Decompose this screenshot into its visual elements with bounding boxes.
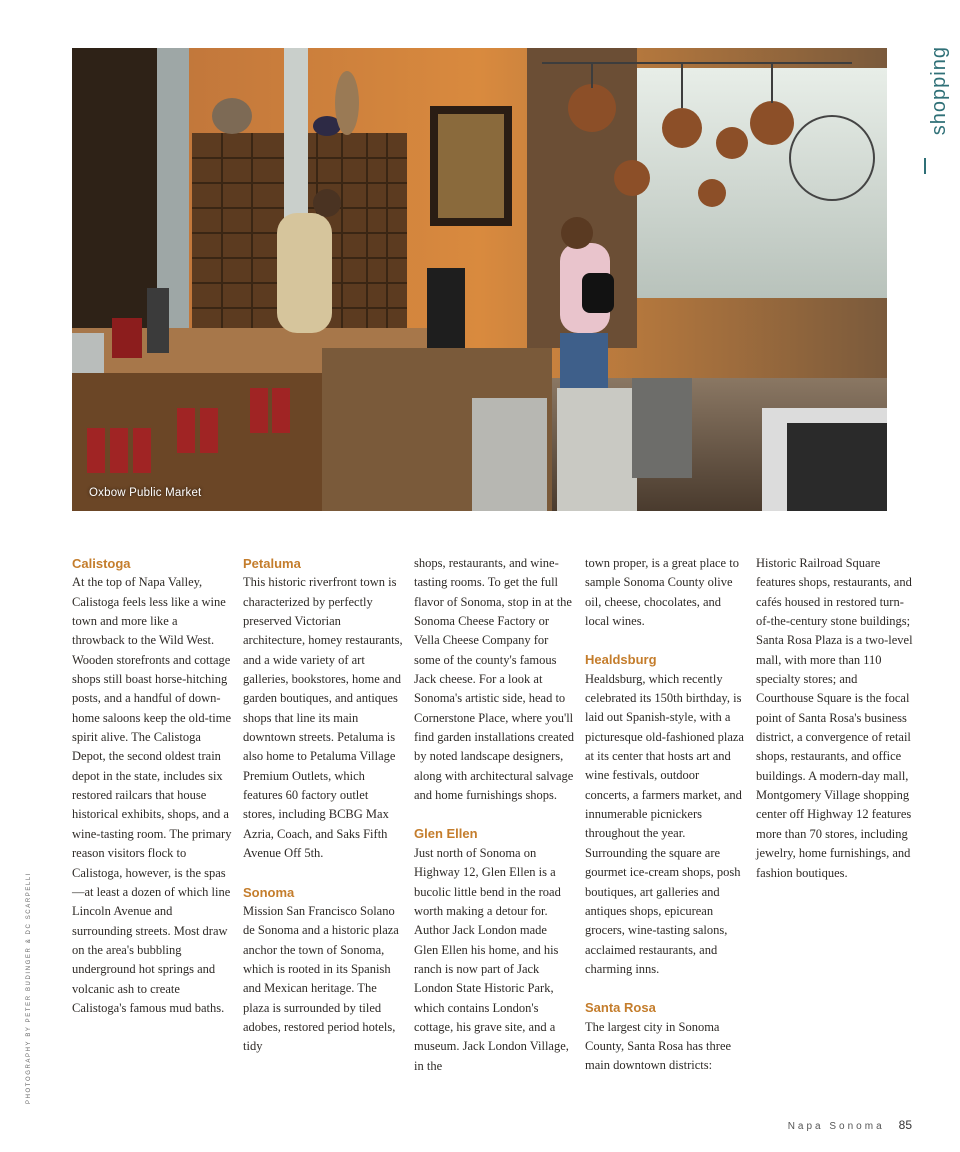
body-sonoma: Mission San Francisco Solano de Sonoma and a historic plaza anchor the town of Sonoma, which is rooted in its Spanish and Mexican heritage. The plaza is surrounded by tiled adobes, restored period hotels, tidy <box>243 903 399 1054</box>
heading-calistoga: Calistoga <box>72 556 131 571</box>
body-healdsburg: Healdsburg, which recently celebrated its 150th birthday, is laid out Spanish-style, with a picturesque old-fashioned plaza at its center that hosts art and wine festivals, outdoor concerts, a farmers market, and innumerable picnickers throughout the year. Surrounding the square are gourmet ice-cream shops, posh boutiques, art galleries and antiques shops, epicurean grocers, wine-tasting salons, acclaimed restaurants, and charming inns. <box>585 671 744 976</box>
body-sonoma-continued: shops, restaurants, and wine-tasting rooms. To get the full flavor of Sonoma, stop in at the Sonoma Cheese Factory or Vella Cheese Company for some of the county's famous Jack cheese. For a look at Sonoma's artistic side, head to Cornerstone Place, where you'll find garden installations created by noted landscape designers, along with architectural salvage and home furnishings shops. <box>414 556 575 803</box>
heading-healdsburg: Healdsburg <box>585 652 657 668</box>
column-2 <box>243 554 403 1057</box>
heading-petaluma: Petaluma <box>243 556 301 571</box>
body-glen-ellen-continued: town proper, is a great place to sample Sonoma County olive oil, cheese, chocolates, and local wines. <box>585 556 739 629</box>
heading-sonoma: Sonoma <box>243 884 295 900</box>
column-3 <box>414 554 574 1076</box>
paragraph-gap <box>585 631 745 650</box>
page-footer <box>788 1118 912 1132</box>
body-santa-rosa-continued: Historic Railroad Square features shops, restaurants, and cafés housed in restored turn-of-the-century stone buildings; Santa Rosa Plaza is a two-level mall, with more than 110 specialty stores; and Courthouse Square is the focal point of Santa Rosa's business district, a convergence of retail shops, restaurants, and office buildings. A modern-day mall, Montgomery Village shopping center off Highway 12 features more than 70 stores, including jewelry, home furnishings, and fashion boutiques. <box>756 556 913 880</box>
page-number: 85 <box>898 1118 912 1132</box>
body-calistoga: At the top of Napa Valley, Calistoga feels less like a wine town and more like a throwback to the Wild West. Wooden storefronts and cottage shops still boast horse-hitching posts, and a handful of down-home saloons keep the old-time spirit alive. The Calistoga Depot, the second oldest train depot in the state, includes six restored railcars that house historical exhibits, shops, and a wine-tasting room. The primary reason visitors flock to Calistoga, however, is the spas—at least a dozen of which line Lincoln Avenue and surrounding streets. Most draw on the area's bubbling underground hot springs and volcanic ash to create Calistoga's famous mud baths. <box>72 575 232 1015</box>
column-1 <box>72 554 232 1018</box>
body-glen-ellen: Just north of Sonoma on Highway 12, Glen Ellen is a bucolic little bend in the road worth making a detour for. Author Jack London made Glen Ellen his home, and his ranch is now part of Jack London State Historic Park, which contains London's cottage, his grave site, and a museum. Jack London Village, in the <box>414 845 569 1073</box>
body-santa-rosa: The largest city in Sonoma County, Santa Rosa has three main downtown districts: <box>585 1019 732 1073</box>
photo-credit: PHOTOGRAPHY BY PETER BUDINGER & DC SCARPELLI <box>26 871 32 1104</box>
heading-glen-ellen: Glen Ellen <box>414 826 478 842</box>
heading-santa-rosa: Santa Rosa <box>585 1000 656 1016</box>
body-petaluma: This historic riverfront town is characterized by perfectly preserved Victorian architecture, homey restaurants, and a wide variety of art galleries, bookstores, home and garden boutiques, and antiques shops that line its main downtown streets. Petaluma is also home to Petaluma Village Premium Outlets, which features 60 factory outlet stores, including BCBG Max Azria, Coach, and Saks Fifth Avenue Off 5th. <box>243 575 403 861</box>
section-label: shopping <box>928 46 950 136</box>
paragraph-gap <box>585 979 745 998</box>
paragraph-gap <box>243 864 403 883</box>
column-5 <box>756 554 916 883</box>
feature-photo <box>72 48 887 511</box>
paragraph-gap <box>414 805 574 824</box>
market-interior-illustration <box>72 48 887 511</box>
section-accent-bar <box>924 158 926 174</box>
photo-caption: Oxbow Public Market <box>89 487 202 499</box>
magazine-name: Napa Sonoma <box>787 1121 885 1132</box>
column-4 <box>585 554 745 1076</box>
